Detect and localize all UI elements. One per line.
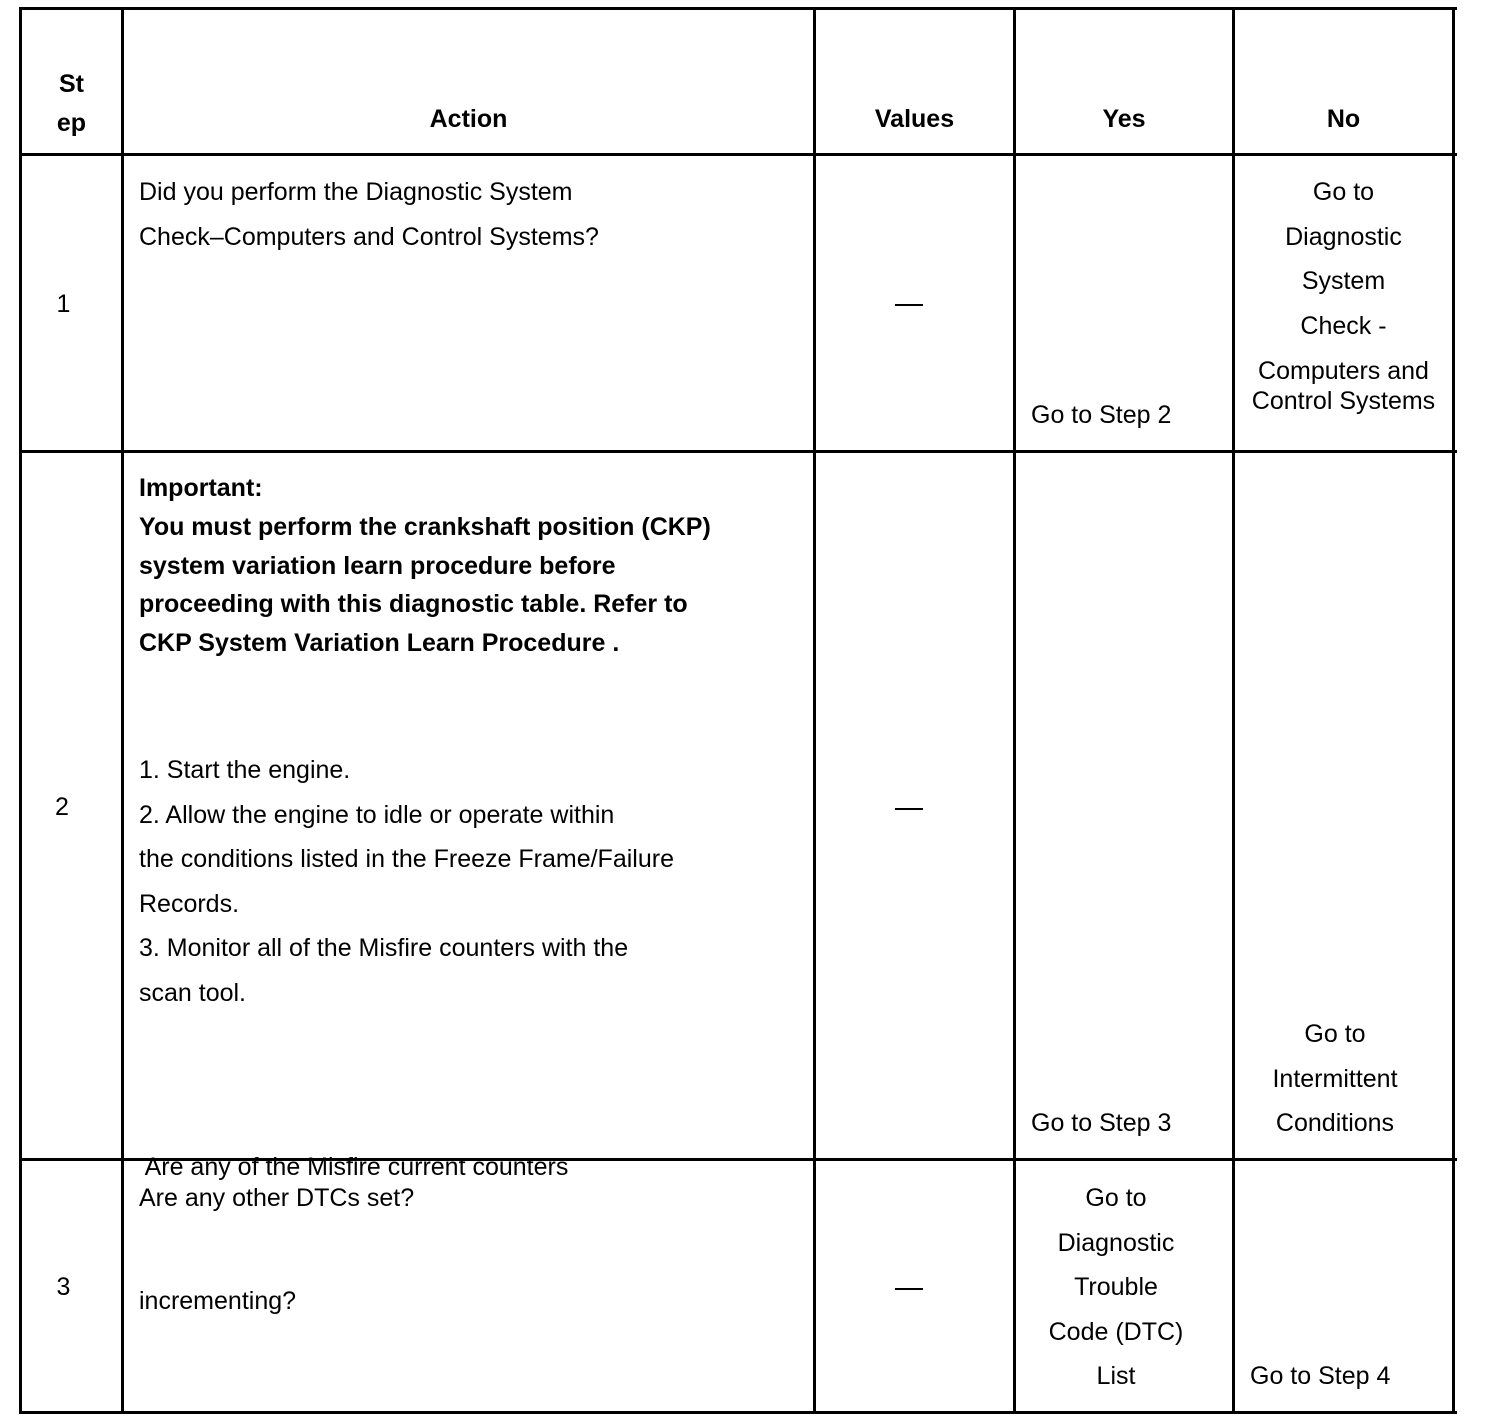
row2-important-line2: system variation learn procedure before [139, 551, 616, 580]
table-border-left [19, 7, 22, 1414]
row2-step-line6: scan tool. [139, 978, 247, 1007]
row1-no-line5: Computers and [1258, 357, 1429, 385]
row2-important-line1: You must perform the crankshaft position (CKP) [139, 512, 711, 541]
row1-no [1237, 170, 1450, 416]
row2-yes: Go to Step 3 [1031, 1109, 1172, 1137]
row3-yes-line1: Go to [1085, 1184, 1147, 1212]
row1-step: 1 [56, 290, 71, 318]
row3-values-dash [895, 1288, 923, 1290]
row2-values-dash [895, 808, 923, 810]
row2-question [139, 1056, 568, 1412]
row1-values-dash [895, 304, 923, 306]
row2-no-line3: Conditions [1275, 1109, 1395, 1137]
row2-important-line4: CKP System Variation Learn Procedure . [139, 629, 620, 658]
header-divider [19, 153, 1457, 156]
row3-yes-line5: List [1096, 1362, 1136, 1390]
row2-step-line1: 1. Start the engine. [139, 756, 351, 784]
row1-no-line6: Control Systems [1251, 387, 1436, 415]
row3-no: Go to Step 4 [1250, 1362, 1391, 1390]
row2-question-line1: Are any of the Misfire current counters [139, 1153, 569, 1181]
row3-action [139, 1176, 414, 1221]
header-yes: Yes [1102, 105, 1146, 133]
row1-no-line2: Diagnostic [1285, 222, 1402, 251]
row3-yes [1016, 1176, 1216, 1399]
column-divider-yes [1232, 7, 1235, 1414]
row2-question-line2: incrementing? [139, 1286, 297, 1315]
row2-step-line2: 2. Allow the engine to idle or operate within [139, 800, 615, 829]
row1-action [139, 170, 599, 259]
row2-steps [139, 748, 674, 1015]
header-step [22, 65, 121, 143]
header-values: Values [874, 105, 955, 133]
row1-no-line1: Go to [1312, 178, 1375, 206]
row2-step: 2 [55, 793, 69, 821]
header-step-line2: ep [56, 109, 87, 137]
header-action: Action [429, 105, 508, 133]
row1-action-line2: Check–Computers and Control Systems? [139, 222, 599, 251]
row3-yes-line2: Diagnostic [1057, 1228, 1175, 1257]
header-no: No [1326, 105, 1361, 133]
header-step-line1: St [59, 70, 84, 98]
row3-yes-line3: Trouble [1074, 1273, 1158, 1301]
table-border-top [19, 7, 1457, 10]
row1-no-line4: Check - [1300, 311, 1387, 340]
row1-yes: Go to Step 2 [1031, 401, 1172, 429]
table-border-right [1452, 7, 1455, 1414]
row1-action-line1: Did you perform the Diagnostic System [139, 178, 573, 206]
row2-important-label: Important: [139, 474, 263, 502]
row2-step-line3: the conditions listed in the Freeze Frame/Failure [139, 845, 674, 873]
row3-yes-line4: Code (DTC) [1048, 1317, 1184, 1346]
column-divider-step [121, 7, 124, 1414]
row2-no-line2: Intermittent [1272, 1064, 1398, 1093]
row3-action-line1: Are any other DTCs set? [139, 1184, 415, 1212]
row1-no-line3: System [1301, 267, 1386, 295]
row2-step-line5: 3. Monitor all of the Misfire counters with the [139, 934, 629, 962]
column-divider-action [813, 7, 816, 1414]
row2-no-line1: Go to [1304, 1020, 1366, 1048]
diagnostic-table [19, 7, 1457, 1414]
row2-important-line3: proceeding with this diagnostic table. Refer to [139, 590, 688, 619]
row2-step-line4: Records. [139, 889, 240, 918]
row-divider-1 [19, 450, 1457, 453]
row2-no [1235, 1012, 1435, 1146]
row3-step: 3 [56, 1273, 71, 1301]
row2-important [139, 469, 711, 663]
